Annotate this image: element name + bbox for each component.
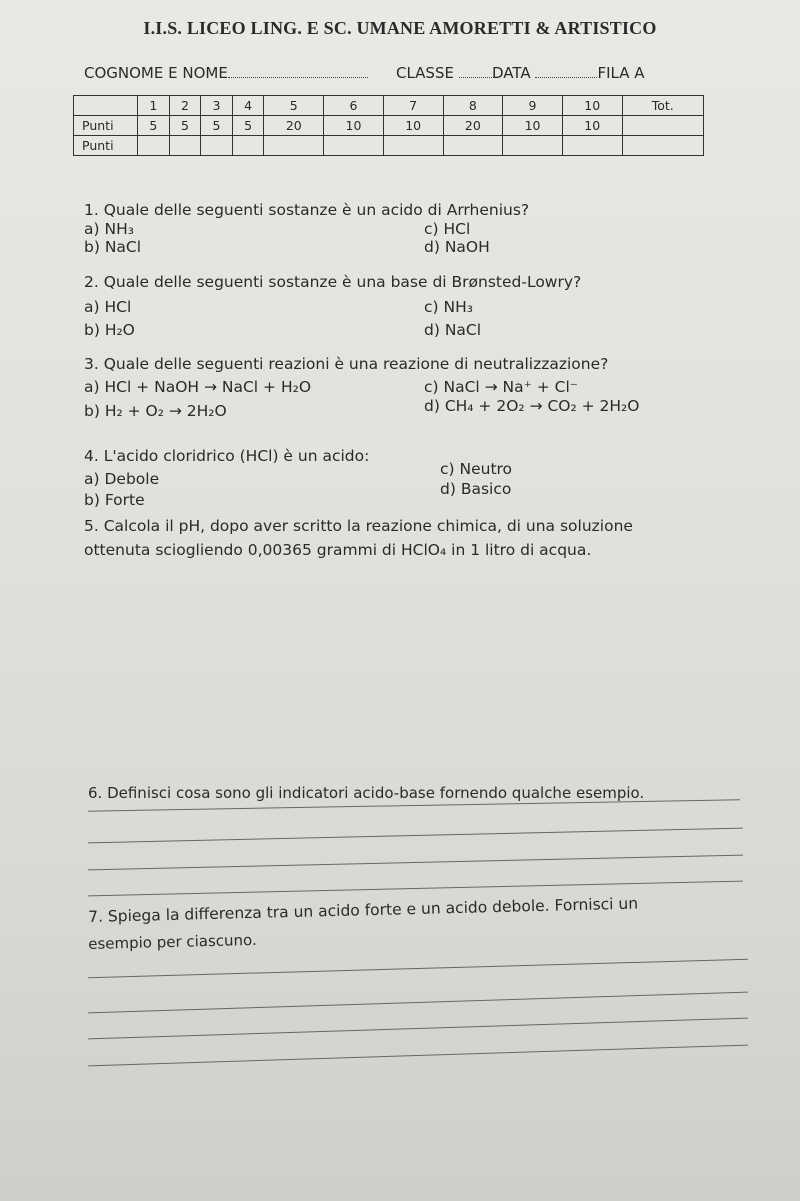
table-header-cell: 2: [169, 96, 201, 116]
question-1-text: 1. Quale delle seguenti sostanze è un acido di Arrhenius?: [84, 201, 530, 219]
answer-line: [88, 992, 748, 1014]
table-cell: 10: [324, 116, 384, 136]
q2-option-d: d) NaCl: [424, 321, 482, 339]
table-cell: 5: [232, 116, 264, 136]
date-blank: [535, 65, 597, 78]
table-header-cell: 8: [443, 96, 503, 116]
name-field: [84, 64, 368, 82]
q3-option-b: b) H₂ + O₂ → 2H₂O: [84, 402, 227, 420]
q3-option-c: c) NaCl → Na⁺ + Cl⁻: [424, 378, 578, 396]
class-blank: [459, 65, 494, 78]
question-5-line-1: 5. Calcola il pH, dopo aver scritto la reazione chimica, di una soluzione: [84, 517, 633, 535]
table-cell: 5: [201, 116, 233, 136]
q4-option-b: b) Forte: [84, 491, 145, 509]
table-cell: 10: [383, 116, 443, 136]
q3-option-a: a) HCl + NaOH → NaCl + H₂O: [84, 378, 312, 396]
q2-option-a: a) HCl: [84, 298, 132, 316]
q1-option-b: b) NaCl: [84, 238, 142, 256]
table-cell: [138, 136, 170, 156]
answer-line: [88, 881, 743, 897]
question-4-text: 4. L'acido cloridrico (HCl) è un acido:: [84, 447, 370, 465]
table-header-cell: 10: [562, 96, 622, 116]
score-table: [73, 95, 704, 156]
table-cell: 10: [562, 116, 622, 136]
date-label: DATA: [492, 64, 531, 82]
table-cell: [622, 116, 703, 136]
table-cell: [443, 136, 503, 156]
q3-option-d: d) CH₄ + 2O₂ → CO₂ + 2H₂O: [424, 397, 640, 415]
table-header-cell: 4: [232, 96, 264, 116]
table-cell: 20: [443, 116, 503, 136]
table-cell: [562, 136, 622, 156]
table-cell: [169, 136, 201, 156]
table-header-cell: 7: [383, 96, 443, 116]
table-cell: 5: [169, 116, 201, 136]
table-cell: [503, 136, 563, 156]
table-cell: [232, 136, 264, 156]
table-cell: 5: [138, 116, 170, 136]
date-field: [492, 64, 644, 82]
points-row: [74, 116, 704, 136]
earned-points-row: [74, 136, 704, 156]
answer-line: [88, 1045, 748, 1067]
question-5-line-2: ottenuta sciogliendo 0,00365 grammi di HClO₄ in 1 litro di acqua.: [84, 541, 592, 559]
table-cell: [622, 136, 703, 156]
q2-option-c: c) NH₃: [424, 298, 473, 316]
class-field: [396, 64, 494, 82]
row-label: FILA A: [597, 64, 645, 82]
answer-line: [88, 1018, 748, 1040]
table-header-cell: 9: [503, 96, 563, 116]
table-cell: [201, 136, 233, 156]
question-3-text: 3. Quale delle seguenti reazioni è una reazione di neutralizzazione?: [84, 355, 609, 373]
q4-option-a: a) Debole: [84, 470, 160, 488]
q4-option-d: d) Basico: [440, 480, 512, 498]
q1-option-c: c) HCl: [424, 220, 471, 238]
question-6-text: 6. Definisci cosa sono gli indicatori acido-base fornendo qualche esempio.: [88, 784, 645, 802]
table-header-cell: [74, 96, 138, 116]
answer-line: [88, 855, 743, 871]
q4-option-c: c) Neutro: [440, 460, 513, 478]
table-cell: [324, 136, 384, 156]
q2-option-b: b) H₂O: [84, 321, 135, 339]
table-cell: 20: [264, 116, 324, 136]
school-title: I.I.S. LICEO LING. E SC. UMANE AMORETTI & ARTISTICO: [143, 18, 657, 38]
table-cell: [383, 136, 443, 156]
table-cell: Punti: [74, 116, 138, 136]
answer-line: [88, 959, 748, 978]
name-blank: [228, 65, 368, 78]
table-cell: [264, 136, 324, 156]
table-header-cell: 5: [264, 96, 324, 116]
answer-line: [88, 828, 743, 844]
class-label: CLASSE: [396, 64, 454, 82]
q1-option-d: d) NaOH: [424, 238, 490, 256]
table-cell: Punti: [74, 136, 138, 156]
question-7-line-2: esempio per ciascuno.: [88, 930, 257, 953]
table-header-cell: Tot.: [622, 96, 703, 116]
table-cell: 10: [503, 116, 563, 136]
question-7-line-1: 7. Spiega la differenza tra un acido forte e un acido debole. Fornisci un: [88, 894, 639, 926]
score-header-row: [74, 96, 704, 116]
name-label: COGNOME E NOME: [84, 64, 228, 82]
table-header-cell: 1: [138, 96, 170, 116]
table-header-cell: 6: [324, 96, 384, 116]
q1-option-a: a) NH₃: [84, 220, 134, 238]
question-2-text: 2. Quale delle seguenti sostanze è una base di Brønsted-Lowry?: [84, 273, 582, 291]
table-header-cell: 3: [201, 96, 233, 116]
